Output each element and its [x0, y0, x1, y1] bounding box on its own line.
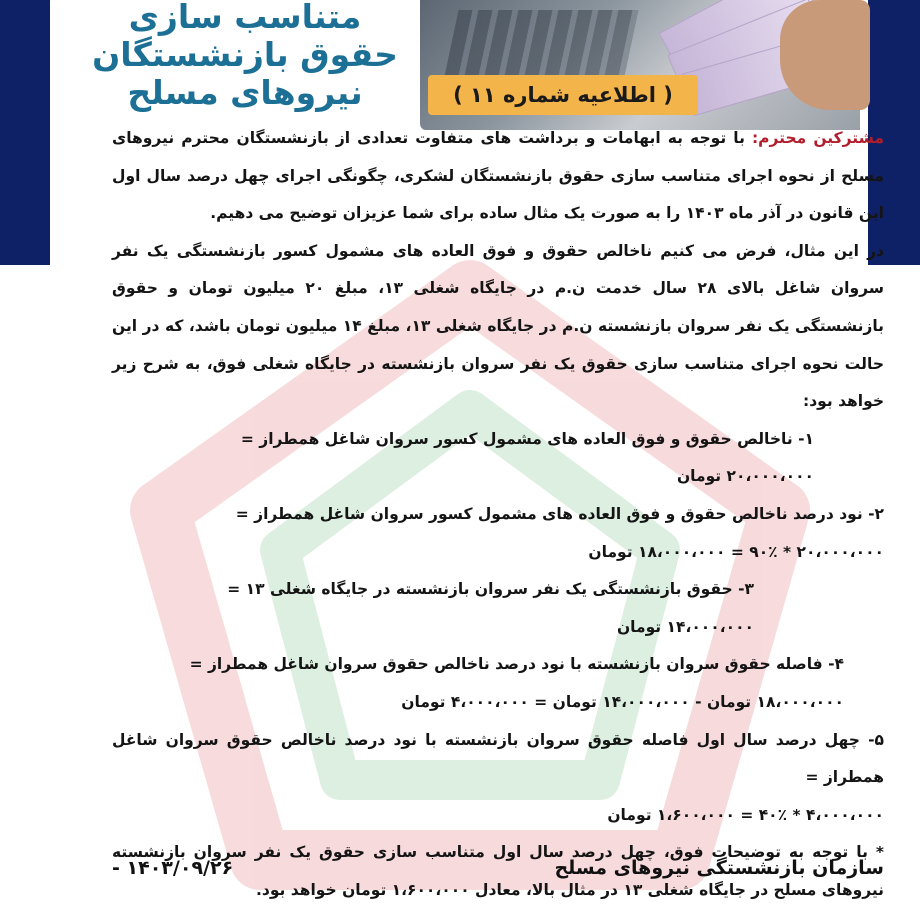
conclusion-paragraph: * با توجه به توضیحات فوق، چهل درصد سال اول متناسب سازی حقوق یک نفر سروان بازنشسته نیروهای مسلح در جایگاه شغلی ۱۳ در مثال بالا، معادل ۱،۶۰۰،۰۰۰ تومان خواهد بود.	[112, 843, 884, 899]
title-line-3: نیروهای مسلح	[127, 72, 363, 112]
announcement-card	[50, 0, 884, 920]
item-4-result: ۱۸،۰۰۰،۰۰۰ تومان - ۱۴،۰۰۰،۰۰۰ تومان = ۴،۰۰۰،۰۰۰ تومان	[401, 692, 844, 711]
example-paragraph: در این مثال، فرض می کنیم ناخالص حقوق و فوق العاده های مشمول کسور بازنشستگی یک نفر سروان شاغل بالای ۲۸ سال خدمت ن.م در جایگاه شغلی ۱۳، مبلغ ۲۰ میلیون تومان و حقوق بازنشستگی یک نفر سروان بازنشسته ن.م در جایگاه شغلی ۱۳، مبلغ ۱۴ میلیون تومان باشد، که در این حالت نحوه اجرای متناسب سازی حقوق یک نفر سروان بازنشسته در جایگاه شغلی فوق، به شرح زیر خواهد بود:	[112, 241, 884, 411]
item-5-label: ۵- چهل درصد سال اول فاصله حقوق سروان بازنشسته با نود درصد ناخالص حقوق سروان شاغل همطراز =	[112, 730, 884, 787]
announcement-number-badge: ( اطلاعیه شماره ۱۱ )	[428, 75, 698, 115]
hand-icon	[780, 0, 870, 110]
announcement-body	[112, 120, 884, 909]
item-1-result: ۲۰،۰۰۰،۰۰۰ تومان	[676, 467, 814, 486]
footer-signature	[112, 852, 884, 884]
item-2-label: ۲- نود درصد ناخالص حقوق و فوق العاده های مشمول کسور سروان شاغل همطراز =	[235, 504, 884, 523]
announcement-date: ۱۴۰۳/۰۹/۲۶ -	[112, 857, 234, 879]
page-title	[90, 0, 400, 112]
title-line-1: متناسب سازی	[128, 0, 362, 36]
item-4-label: ۴- فاصله حقوق سروان بازنشسته با نود درصد ناخالص حقوق سروان شاغل همطراز =	[189, 655, 844, 674]
item-5-result: ۴،۰۰۰،۰۰۰ * ۴۰٪ = ۱،۶۰۰،۰۰۰ تومان	[607, 805, 884, 824]
intro-paragraph	[112, 120, 884, 233]
item-2-result: ۲۰،۰۰۰،۰۰۰ * ۹۰٪ = ۱۸،۰۰۰،۰۰۰ تومان	[588, 542, 884, 561]
intro-text: با توجه به ابهامات و برداشت های متفاوت تعدادی از بازنشستگان محترم نیروهای مسلح از نحوه اجرای متناسب سازی حقوق بازنشستگان لشکری، چگونگی اجرای چهل درصد سال اول این قانون در آذر ماه ۱۴۰۳ را به صورت یک مثال ساده برای شما عزیزان توضیح می دهیم.	[112, 129, 884, 223]
title-line-2: حقوق بازنشستگان	[92, 34, 398, 74]
salutation: مشترکین محترم:	[751, 129, 884, 147]
item-1-label: ۱- ناخالص حقوق و فوق العاده های مشمول کسور سروان شاغل همطراز =	[240, 429, 814, 448]
item-3-result: ۱۴،۰۰۰،۰۰۰ تومان	[616, 617, 754, 636]
item-3-label: ۳- حقوق بازنشستگی یک نفر سروان بازنشسته در جایگاه شغلی ۱۳ =	[227, 580, 754, 599]
organization-name: سازمان بازنشستگی نیروهای مسلح	[554, 857, 884, 879]
